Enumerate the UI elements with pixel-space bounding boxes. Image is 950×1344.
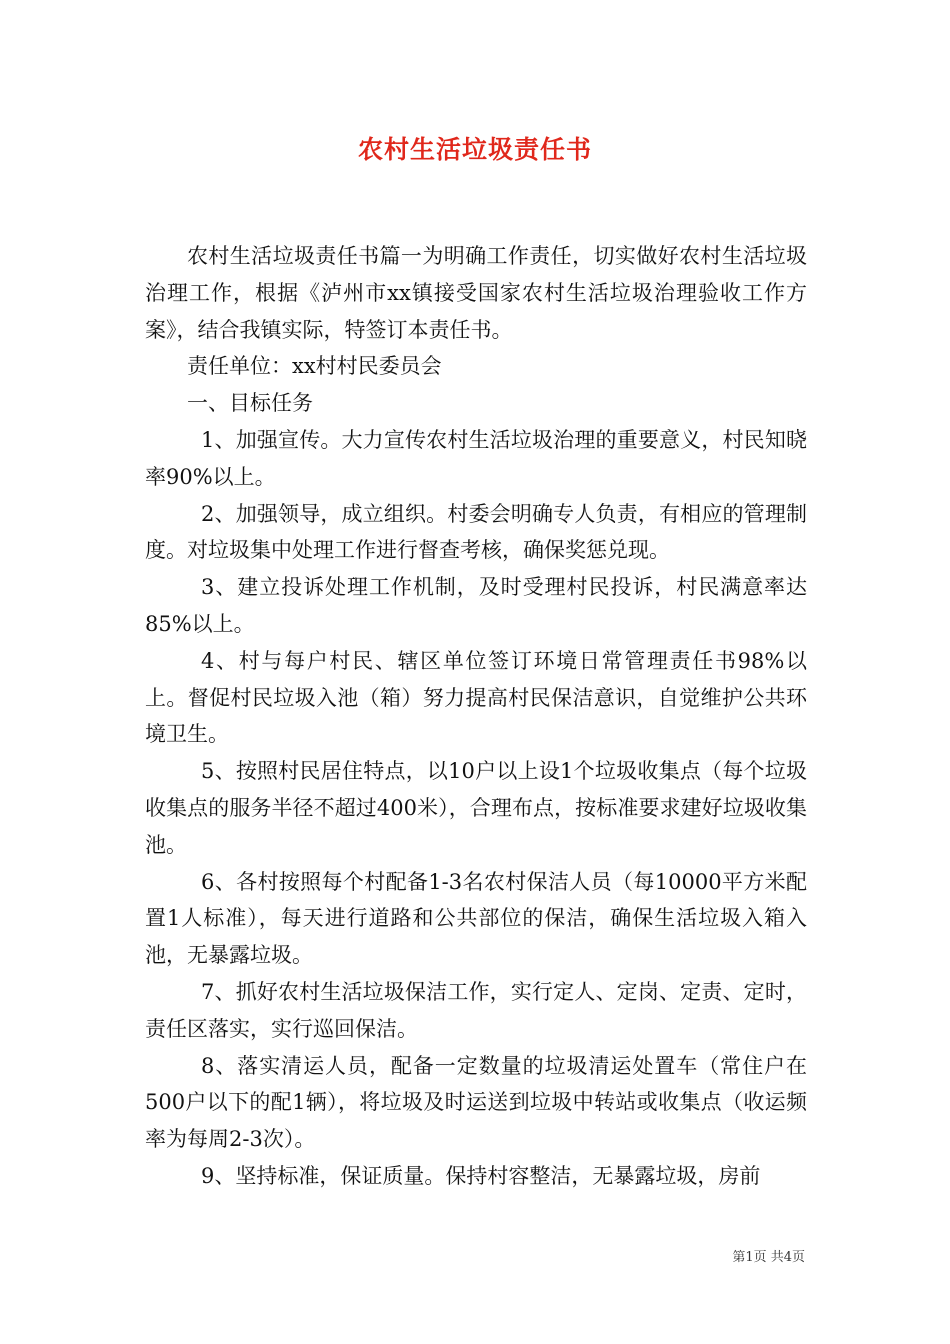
list-item: 4、村与每户村民、辖区单位签订环境日常管理责任书98%以上。督促村民垃圾入池（箱）努力提高村民保洁意识，自觉维护公共环境卫生。 — [145, 648, 807, 747]
section-heading: 一、目标任务 — [187, 391, 313, 416]
paragraph-intro: 农村生活垃圾责任书篇一为明确工作责任，切实做好农村生活垃圾治理工作，根据《泸州市xx镇接受国家农村生活垃圾治理验收工作方案》，结合我镇实际，特签订本责任书。 — [145, 244, 807, 342]
list-item: 6、各村按照每个村配备1-3名农村保洁人员（每10000平方米配置1人标准），每天进行道路和公共部位的保洁，确保生活垃圾入箱入池，无暴露垃圾。 — [145, 869, 807, 968]
list-item: 3、建立投诉处理工作机制，及时受理村民投诉，村民满意率达85%以上。 — [145, 575, 807, 636]
list-item: 5、按照村民居住特点，以10户以上设1个垃圾收集点（每个垃圾收集点的服务半径不超过400米），合理布点，按标准要求建好垃圾收集池。 — [145, 759, 807, 857]
list-item: 8、落实清运人员，配备一定数量的垃圾清运处置车（常住户在500户以下的配1辆），将垃圾及时运送到垃圾中转站或收集点（收运频率为每周2-3次）。 — [145, 1053, 807, 1152]
document-body — [145, 238, 807, 1195]
list-item: 7、抓好农村生活垃圾保洁工作，实行定人、定岗、定责、定时，责任区落实，实行巡回保洁。 — [145, 979, 807, 1041]
paragraph-unit: 责任单位：xx村村民委员会 — [187, 354, 442, 379]
list-item: 1、加强宣传。大力宣传农村生活垃圾治理的重要意义，村民知晓率90%以上。 — [145, 427, 807, 489]
page-number: 第1页 共4页 — [732, 1250, 805, 1265]
list-item: 2、加强领导，成立组织。村委会明确专人负责，有相应的管理制度。对垃圾集中处理工作进行督查考核，确保奖惩兑现。 — [145, 501, 807, 563]
document-title: 农村生活垃圾责任书 — [357, 135, 592, 164]
list-item: 9、坚持标准，保证质量。保持村容整洁，无暴露垃圾，房前 — [201, 1163, 761, 1188]
